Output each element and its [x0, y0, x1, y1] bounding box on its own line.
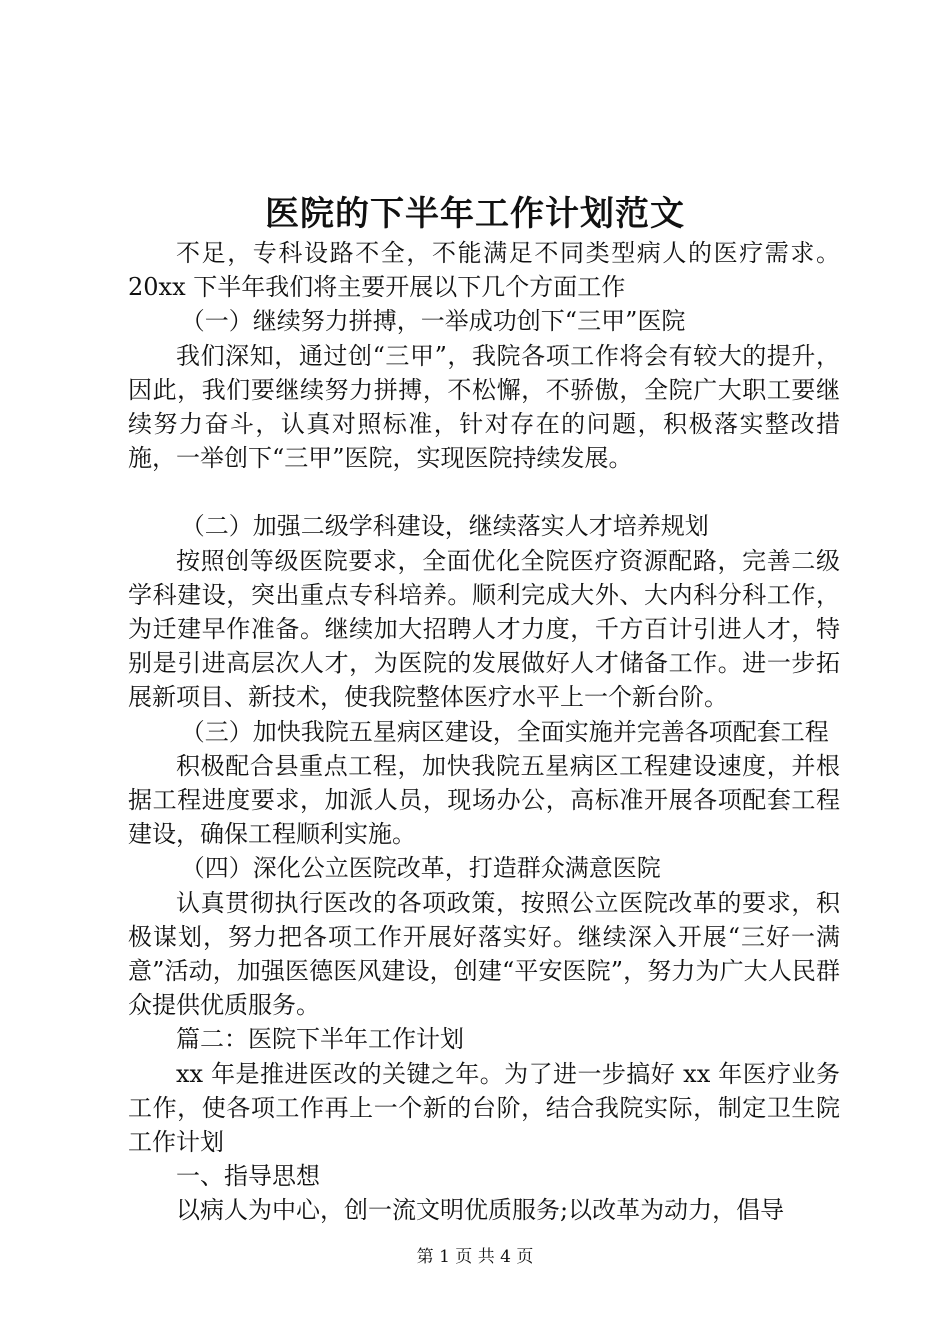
page-footer: 第 1 页 共 4 页: [416, 1247, 534, 1267]
paragraph-section-4: 认真贯彻执行医改的各项政策，按照公立医院改革的要求，积极谋划，努力把各项工作开展好落实好。继续深入开展“三好一满意”活动，加强医德医风建设，创建“平安医院”，努力为广大人民群众提供优质服务。: [128, 888, 840, 1020]
section-heading-1: （一）继续努力拼搏，一举成功创下“三甲”医院: [180, 307, 686, 336]
document-body: [128, 236, 840, 1228]
paragraph-section-1: 我们深知，通过创“三甲”，我院各项工作将会有较大的提升，因此，我们要继续努力拼搏，不松懈，不骄傲，全院广大职工要继续努力奋斗，认真对照标准，针对存在的问题，积极落实整改措施，一举创下“三甲”医院，实现医院持续发展。: [128, 341, 840, 473]
section-heading-3: （三）加快我院五星病区建设，全面实施并完善各项配套工程: [180, 717, 829, 746]
section-heading-4: （四）深化公立医院改革，打造群众满意医院: [180, 854, 661, 883]
paragraph-section-2: 按照创等级医院要求，全面优化全院医疗资源配路，完善二级学科建设，突出重点专科培养。顺利完成大外、大内科分科工作，为迁建早作准备。继续加大招聘人才力度，千方百计引进人才，特别是引进高层次人才，为医院的发展做好人才储备工作。进一步拓展新项目、新技术，使我院整体医疗水平上一个新台阶。: [128, 546, 840, 712]
part-two-heading: 篇二：医院下半年工作计划: [176, 1025, 464, 1054]
section-heading-2: （二）加强二级学科建设，继续落实人才培养规划: [180, 512, 709, 541]
paragraph-section-3: 积极配合县重点工程，加快我院五星病区工程建设速度，并根据工程进度要求，加派人员，现场办公，高标准开展各项配套工程建设，确保工程顺利实施。: [128, 751, 840, 849]
document-title: 医院的下半年工作计划范文: [265, 194, 685, 234]
paragraph-part-two-intro: xx 年是推进医改的关键之年。为了进一步搞好 xx 年医疗业务工作，使各项工作再上一个新的台阶，结合我院实际，制定卫生院工作计划: [128, 1059, 840, 1157]
paragraph-intro: 不足，专科设路不全，不能满足不同类型病人的医疗需求。20xx 下半年我们将主要开展以下几个方面工作: [128, 239, 840, 302]
paragraph-guiding-principle: 以病人为中心，创一流文明优质服务;以改革为动力，倡导: [176, 1196, 785, 1225]
guiding-principle-heading: 一、指导思想: [176, 1162, 320, 1191]
